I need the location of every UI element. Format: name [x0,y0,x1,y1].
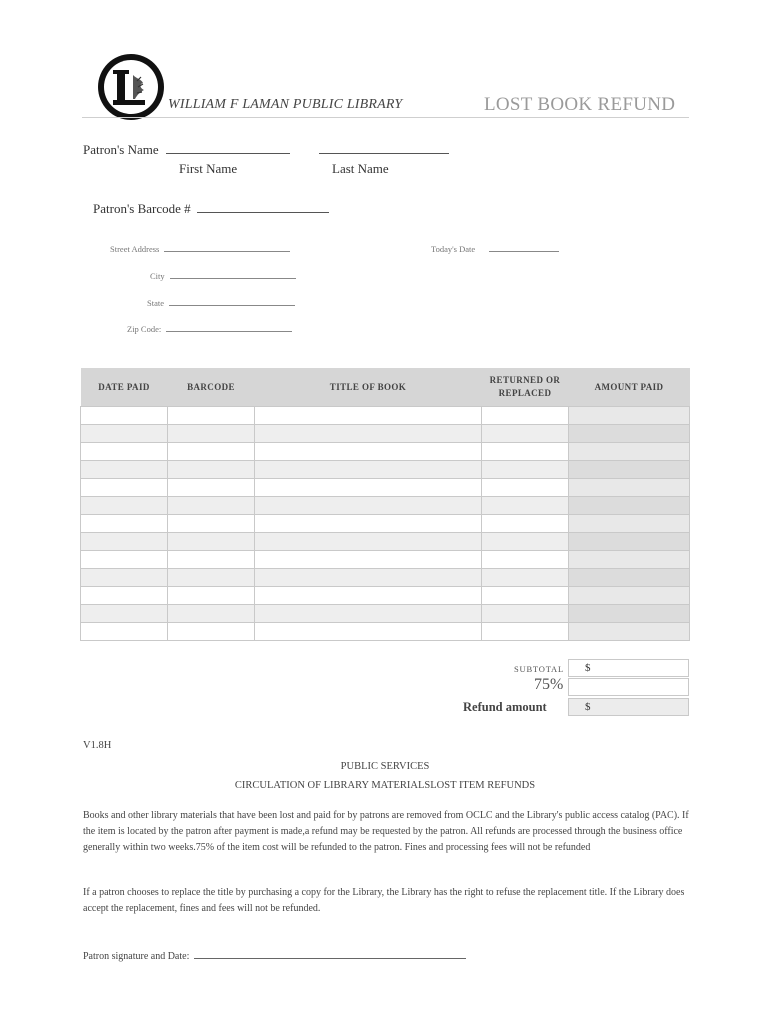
cell-title[interactable] [255,587,482,605]
table-row [81,497,690,515]
street-address-row [110,244,290,254]
cell-returned-replaced[interactable] [482,605,569,623]
cell-amount-paid[interactable] [569,479,690,497]
cell-date-paid[interactable] [81,569,168,587]
cell-amount-paid[interactable] [569,425,690,443]
cell-returned-replaced[interactable] [482,551,569,569]
city-field[interactable] [170,277,296,279]
cell-title[interactable] [255,407,482,425]
table-row [81,587,690,605]
street-address-field[interactable] [164,250,290,252]
cell-title[interactable] [255,479,482,497]
signature-field[interactable] [194,957,466,959]
cell-date-paid[interactable] [81,407,168,425]
subtotal-currency: $ [585,662,591,674]
subtotal-label: SUBTOTAL [514,664,564,674]
patron-barcode-label: Patron's Barcode # [93,201,191,216]
table-row [81,551,690,569]
table-row [81,479,690,497]
policy-paragraph-1: Books and other library materials that have been lost and paid for by patrons are removed from OCLC and the Library's public access catalog (PAC). If the item is located by the patron after payment is made,a refund may be requested by the patron. All refunds are processed through the business office generally within two weeks.75% of the item cost will be refunded to the patron. Fines and processing fees will not be refunded [83,810,689,853]
cell-amount-paid[interactable] [569,497,690,515]
cell-date-paid[interactable] [81,551,168,569]
col-header-title: TITLE OF BOOK [255,368,482,407]
cell-returned-replaced[interactable] [482,407,569,425]
cell-amount-paid[interactable] [569,443,690,461]
cell-title[interactable] [255,551,482,569]
table-row [81,569,690,587]
cell-barcode[interactable] [168,515,255,533]
state-field[interactable] [169,304,295,306]
cell-barcode[interactable] [168,551,255,569]
cell-date-paid[interactable] [81,587,168,605]
cell-returned-replaced[interactable] [482,497,569,515]
cell-date-paid[interactable] [81,497,168,515]
patron-name-label: Patron's Name [83,142,159,157]
zip-row [127,324,292,334]
street-address-label: Street Address [110,244,160,254]
cell-barcode[interactable] [168,569,255,587]
cell-barcode[interactable] [168,533,255,551]
percent-field[interactable] [568,678,689,696]
cell-barcode[interactable] [168,479,255,497]
cell-title[interactable] [255,443,482,461]
first-name-field[interactable] [166,152,290,154]
refund-percent-label: 75% [534,676,564,693]
signature-label: Patron signature and Date: [83,951,190,962]
cell-title[interactable] [255,497,482,515]
cell-barcode[interactable] [168,497,255,515]
col-header-returned-replaced: RETURNED OR REPLACED [482,368,569,407]
policy-title: CIRCULATION OF LIBRARY MATERIALSLOST ITEM REFUNDS [234,780,536,791]
state-row [147,298,295,308]
cell-amount-paid[interactable] [569,533,690,551]
refund-amount-label: Refund amount [463,700,547,714]
refund-amount-field[interactable] [568,698,689,716]
cell-title[interactable] [255,533,482,551]
cell-amount-paid[interactable] [569,515,690,533]
cell-title[interactable] [255,623,482,641]
zip-label: Zip Code: [127,324,162,334]
table-row [81,425,690,443]
cell-barcode[interactable] [168,587,255,605]
table-row [81,461,690,479]
document-title: LOST BOOK REFUND [484,94,676,115]
cell-returned-replaced[interactable] [482,443,569,461]
city-label: City [150,271,165,281]
library-name: WILLIAM F LAMAN PUBLIC LIBRARY [168,97,403,112]
col-header-amount-paid: AMOUNT PAID [569,368,690,407]
patron-barcode-field[interactable] [197,211,329,213]
cell-title[interactable] [255,425,482,443]
table-header-row [81,368,690,407]
signature-row [83,951,466,962]
cell-amount-paid[interactable] [569,587,690,605]
zip-field[interactable] [166,330,292,332]
table-row [81,605,690,623]
refund-currency: $ [585,701,591,713]
state-label: State [147,298,164,308]
cell-title[interactable] [255,605,482,623]
table-body [81,407,690,641]
cell-barcode[interactable] [168,443,255,461]
first-name-caption: First Name [179,161,238,176]
todays-date-field[interactable] [489,250,559,252]
cell-barcode[interactable] [168,605,255,623]
cell-returned-replaced[interactable] [482,479,569,497]
todays-date-label: Today's Date [431,244,476,254]
version-label: V1.8H [83,740,112,751]
city-row [150,271,296,281]
cell-barcode[interactable] [168,425,255,443]
col-header-barcode: BARCODE [168,368,255,407]
last-name-caption: Last Name [332,161,389,176]
cell-date-paid[interactable] [81,533,168,551]
cell-returned-replaced[interactable] [482,623,569,641]
cell-date-paid[interactable] [81,515,168,533]
cell-returned-replaced[interactable] [482,425,569,443]
subtotal-field[interactable] [568,659,689,677]
cell-returned-replaced[interactable] [482,461,569,479]
cell-amount-paid[interactable] [569,605,690,623]
last-name-field[interactable] [319,152,449,154]
todays-date-row [431,244,559,254]
table-row [81,533,690,551]
table-row [81,515,690,533]
cell-title[interactable] [255,515,482,533]
cell-barcode[interactable] [168,623,255,641]
cell-amount-paid[interactable] [569,569,690,587]
cell-date-paid[interactable] [81,461,168,479]
cell-date-paid[interactable] [81,623,168,641]
section-heading: PUBLIC SERVICES [340,761,430,772]
cell-returned-replaced[interactable] [482,533,569,551]
cell-amount-paid[interactable] [569,461,690,479]
policy-paragraph-2: If a patron chooses to replace the title by purchasing a copy for the Library, the Library has the right to refuse the replacement title. If the Library does accept the replacement, fines and fees will not be refunded. [83,887,685,914]
header-divider [82,117,689,118]
cell-amount-paid[interactable] [569,551,690,569]
cell-date-paid[interactable] [81,605,168,623]
col-header-date-paid: DATE PAID [81,368,168,407]
cell-amount-paid[interactable] [569,407,690,425]
library-logo [97,53,165,121]
cell-date-paid[interactable] [81,425,168,443]
table-row [81,407,690,425]
cell-title[interactable] [255,569,482,587]
patron-name-row [83,142,449,158]
cell-date-paid[interactable] [81,443,168,461]
cell-barcode[interactable] [168,461,255,479]
cell-amount-paid[interactable] [569,623,690,641]
cell-returned-replaced[interactable] [482,569,569,587]
cell-returned-replaced[interactable] [482,587,569,605]
cell-barcode[interactable] [168,407,255,425]
refund-table [80,368,690,641]
cell-returned-replaced[interactable] [482,515,569,533]
cell-title[interactable] [255,461,482,479]
cell-date-paid[interactable] [81,479,168,497]
table-row [81,443,690,461]
patron-barcode-row [93,201,329,217]
table-row [81,623,690,641]
